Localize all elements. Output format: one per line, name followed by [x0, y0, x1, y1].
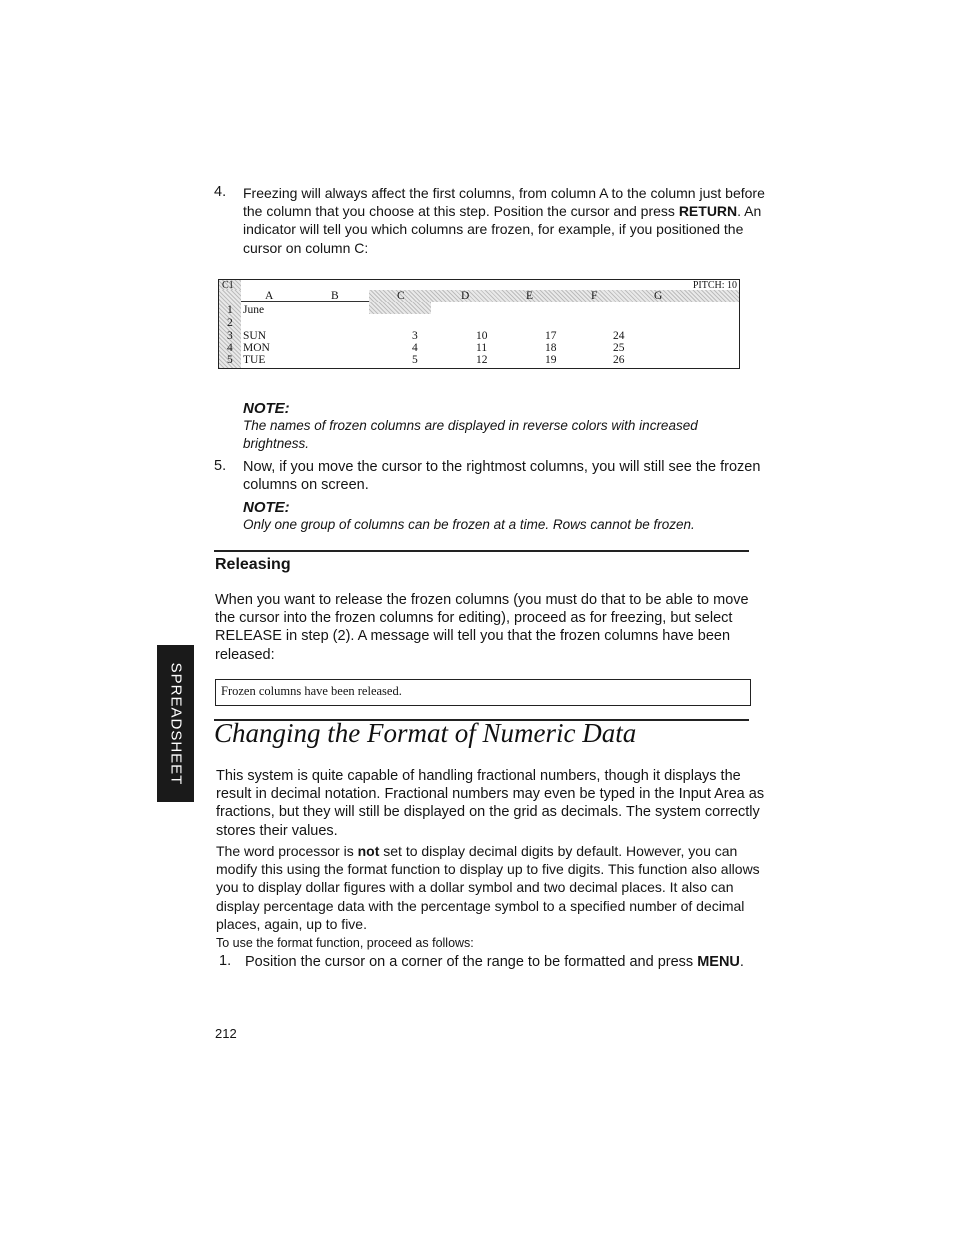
column-header-d: D [461, 290, 470, 302]
releasing-heading: Releasing [215, 556, 291, 573]
side-tab [157, 645, 194, 802]
row-number-4: 4 [227, 342, 233, 354]
cell-value: 3 [412, 330, 418, 342]
row-number-1: 1 [227, 304, 233, 316]
format-intro: To use the format function, proceed as follows: [216, 936, 474, 950]
cell-value: 12 [476, 354, 488, 366]
cell-value: 10 [476, 330, 488, 342]
column-header-f: F [591, 290, 598, 302]
note-2-title: NOTE: [243, 499, 290, 516]
step-5-text: Now, if you move the cursor to the rightmost columns, you will still see the frozen columns on screen. [243, 459, 761, 494]
cell-value: 5 [412, 354, 418, 366]
note-1-title: NOTE: [243, 400, 290, 417]
cell-value: 19 [545, 354, 557, 366]
cell-value: 18 [545, 342, 557, 354]
column-header-b: B [331, 290, 339, 302]
format-step-1-text: Position the cursor on a corner of the range to be formatted and press MENU. [245, 954, 744, 970]
row-number-2: 2 [227, 317, 233, 329]
format-heading: Changing the Format of Numeric Data [214, 718, 637, 748]
column-header-e: E [526, 290, 534, 302]
cell-value: 17 [545, 330, 557, 342]
cell-value: 24 [613, 330, 625, 342]
side-tab-label: SPREADSHEET [167, 662, 184, 785]
row-label-sun: SUN [243, 330, 267, 342]
row-label-june: June [243, 304, 265, 316]
row-label-tue: TUE [243, 354, 266, 366]
pitch-indicator: PITCH: 10 [692, 280, 737, 291]
cell-value: 4 [412, 342, 418, 354]
note-1-text: The names of frozen columns are displayed in reverse colors with increased brightness. [243, 418, 698, 451]
page-number: 212 [215, 1026, 237, 1041]
column-header-g: G [654, 290, 663, 302]
format-para-1: This system is quite capable of handling fractional numbers, though it displays the result in decimal notation. Fractional numbers may even be typed in the Input Area as fractions, but they will still be displayed on the grid as decimals. The system correctly stores their values. [216, 768, 765, 839]
release-message-box [215, 679, 751, 706]
format-para-2: The word processor is not set to display decimal digits by default. However, you can modify this using the format function to display up to five digits. This function also allows you to display dollar figures with a dollar symbol and two decimal places. It also can display percentage data with the percentage symbol to a specified number of decimal places, again, up to five. [216, 843, 760, 932]
column-header-a: A [265, 290, 274, 302]
row-number-3: 3 [227, 330, 233, 342]
return-key-label: RETURN [678, 203, 738, 220]
step-4-number: 4. [214, 184, 227, 200]
cell-value: 25 [613, 342, 625, 354]
release-message: Frozen columns have been released. [221, 684, 402, 698]
row-number-5: 5 [227, 354, 233, 366]
cell-value: 11 [476, 342, 488, 354]
section-rule [214, 550, 749, 552]
releasing-text: When you want to release the frozen columns (you must do that to be able to move the cursor into the frozen columns for editing), proceed as for freezing, but select RELEASE in step (2). A message will tell you that the frozen columns have been released: [215, 592, 749, 663]
cell-value: 26 [613, 354, 625, 366]
step-4-text: Freezing will always affect the first columns, from column A to the column just before the column that you choose at this step. Position the cursor and press RETURN. An indicator will tell you which columns are frozen, for example, if you positioned the cursor on column C: [243, 185, 765, 256]
cell-reference: C1 [222, 280, 234, 291]
spreadsheet-figure [218, 279, 740, 369]
format-step-1-number: 1. [219, 953, 232, 969]
column-header-c: C [397, 290, 405, 302]
step-5-number: 5. [214, 458, 227, 474]
row-label-mon: MON [243, 342, 270, 354]
note-2-text: Only one group of columns can be frozen at a time. Rows cannot be frozen. [243, 517, 695, 532]
menu-key-label: MENU [697, 954, 740, 970]
